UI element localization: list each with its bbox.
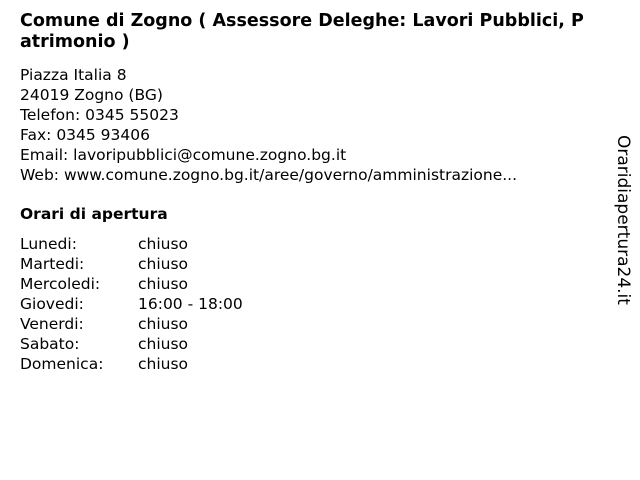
day-label: Sabato: [20,335,80,353]
phone-number: Telefon: 0345 55023 [20,106,179,124]
day-label: Venerdi: [20,315,84,333]
day-label: Giovedi: [20,295,84,313]
contact-info [20,65,517,185]
address-street: Piazza Italia 8 [20,66,127,84]
day-hours: chiuso [138,355,189,373]
day-hours: chiuso [138,335,189,353]
hours-row-wednesday [20,274,243,294]
day-hours: chiuso [138,255,189,273]
day-label: Martedi: [20,255,85,273]
day-hours: chiuso [138,315,189,333]
day-hours: 16:00 - 18:00 [138,295,243,313]
fax-number: Fax: 0345 93406 [20,126,150,144]
opening-hours-table [20,234,243,374]
hours-row-sunday [20,354,243,374]
day-label: Domenica: [20,355,104,373]
hours-row-friday [20,314,243,334]
opening-hours-heading: Orari di apertura [20,205,168,223]
hours-row-monday [20,234,243,254]
day-hours: chiuso [138,235,189,253]
hours-row-thursday [20,294,243,314]
site-watermark: Oraridiapertura24.it [613,135,633,305]
day-label: Mercoledi: [20,275,101,293]
hours-row-saturday [20,334,243,354]
page-title: Comune di Zogno ( Assessore Deleghe: Lavori Pubblici, Patrimonio ) [20,11,584,52]
day-hours: chiuso [138,275,189,293]
address-city: 24019 Zogno (BG) [20,86,163,104]
website-url: Web: www.comune.zogno.bg.it/aree/governo/amministrazione... [20,166,518,184]
email-address: Email: lavoripubblici@comune.zogno.bg.it [20,146,347,164]
hours-row-tuesday [20,254,243,274]
day-label: Lunedi: [20,235,77,253]
